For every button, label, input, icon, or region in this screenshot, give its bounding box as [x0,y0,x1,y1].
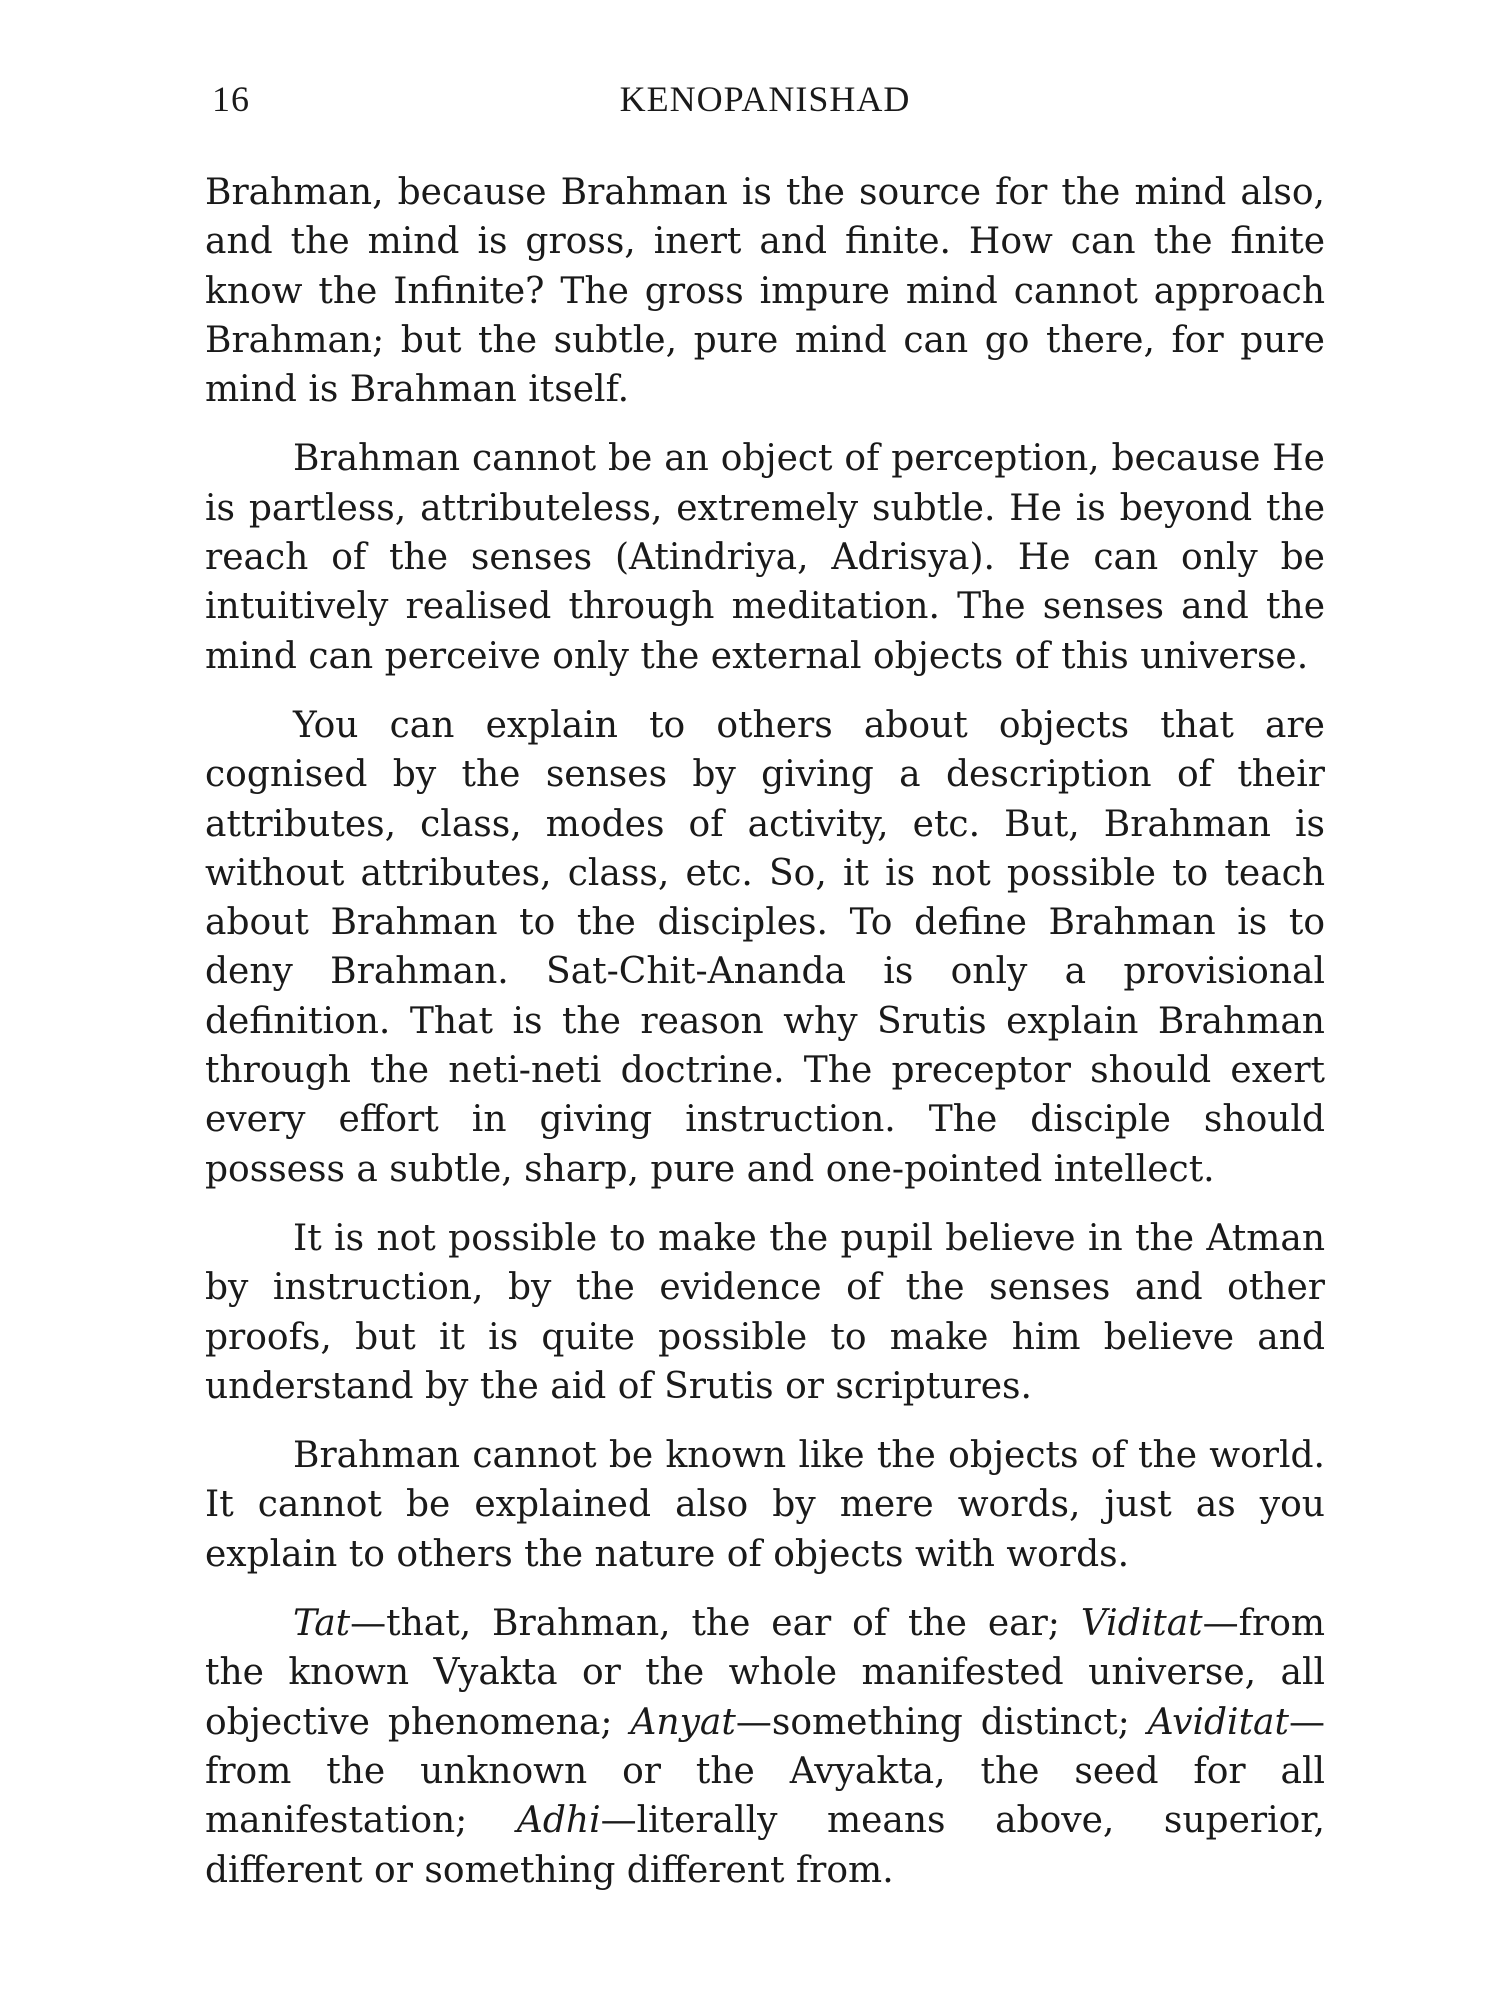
glossary-definition: —that, Brahman, the ear of the ear; [350,1603,1081,1645]
page-number: 16 [212,79,250,119]
paragraph: Brahman cannot be an object of perception, because He is partless, attributeless, extremely subtle. He is beyond the reach of the senses (Atindriya, Adrisya). He can only be intuitively realised through meditation. The senses and the mind can perceive only the external objects of this universe. [205,438,1325,677]
glossary-paragraph [205,1599,1325,1895]
running-title: KENOPANISHAD [619,79,911,119]
glossary-term: Viditat [1080,1603,1203,1645]
glossary-definition: —from the unknown or the Avyakta, the seed for all manifestation; [205,1701,1325,1842]
glossary-definition: —literally means above, superior, different or something different from. [205,1800,1325,1891]
glossary-definition: —something distinct; [735,1701,1148,1743]
glossary-term: Tat [293,1603,351,1645]
body-text [205,168,1325,1915]
page-header [212,78,1318,128]
paragraph-continued: Brahman, because Brahman is the source for the mind also, and the mind is gross, inert and finite. How can the finite know the Infinite? The gross impure mind cannot approach Brahman; but the subtle, pure mind can go there, for pure mind is Brahman itself. [205,172,1325,411]
paragraph: Brahman cannot be known like the objects of the world. It cannot be explained also by mere words, just as you explain to others the nature of objects with words. [205,1435,1325,1575]
glossary-term: Aviditat [1147,1701,1289,1743]
paragraph: You can explain to others about objects that are cognised by the senses by giving a description of their attributes, class, modes of activity, etc. But, Brahman is without attributes, class, etc. So, it is not possible to teach about Brahman to the disciples. To define Brahman is to deny Brahman. Sat-Chit-Ananda is only a provisional definition. That is the reason why Srutis explain Brahman through the neti-neti doctrine. The preceptor should exert every effort in giving instruction. The disciple should possess a subtle, sharp, pure and one-pointed intellect. [205,704,1325,1190]
paragraph: It is not possible to make the pupil believe in the Atman by instruction, by the evidence of the senses and other proofs, but it is quite possible to make him believe and understand by the aid of Srutis or scriptures. [205,1217,1325,1407]
glossary-term: Anyat [630,1701,736,1743]
glossary-definition: —from the known Vyakta or the whole manifested universe, all objective phenomena; [205,1603,1325,1743]
glossary-term: Adhi [516,1800,601,1842]
